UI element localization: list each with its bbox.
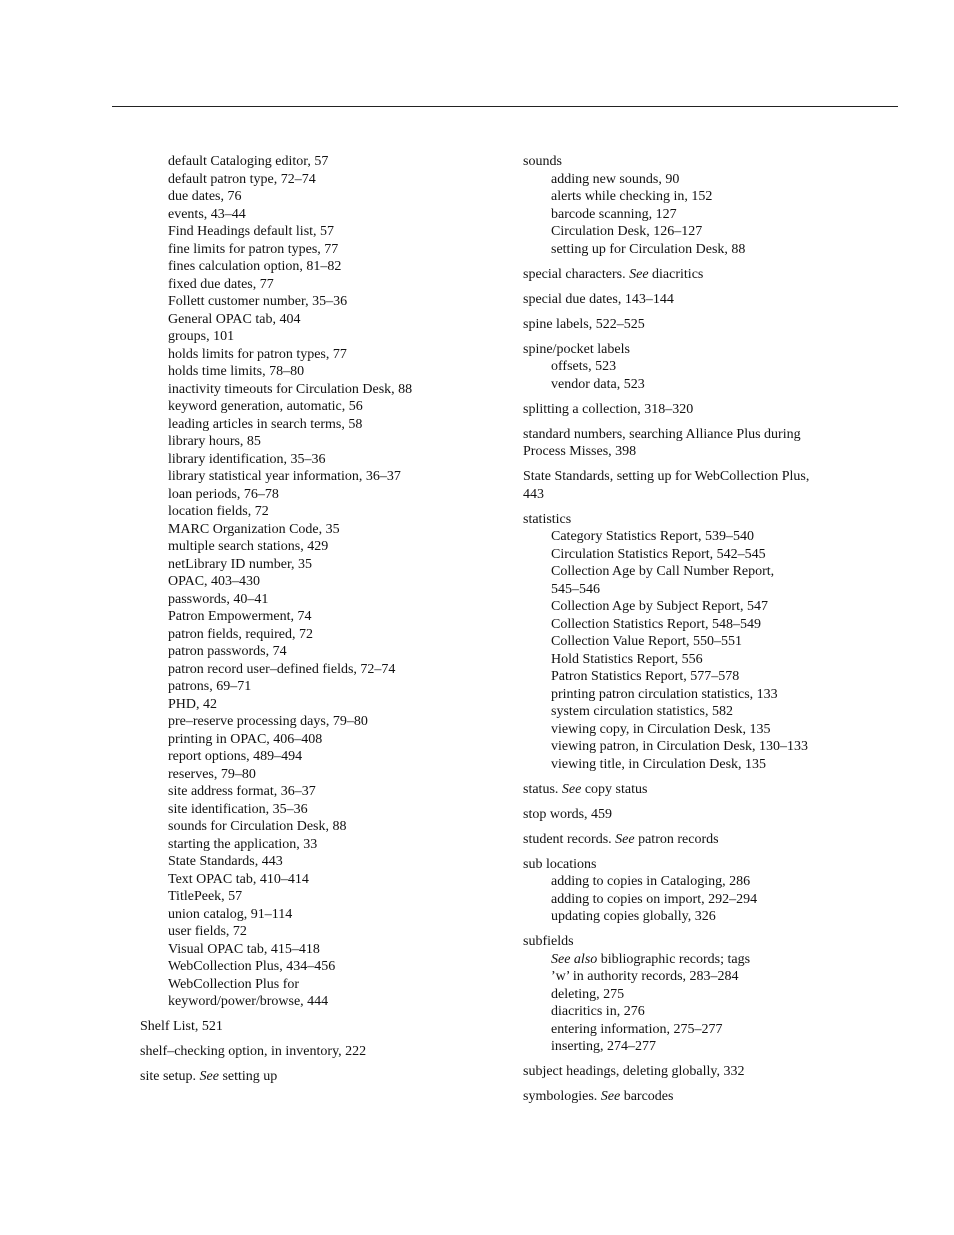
entry-heading: special due dates, 143–144	[523, 291, 674, 307]
index-entry-stop-words	[523, 806, 853, 824]
index-entry-symbologies	[523, 1088, 853, 1106]
subentry: default patron type, 72–74	[168, 171, 316, 187]
subentry: sounds for Circulation Desk, 88	[168, 819, 347, 834]
entry-heading: sounds	[523, 154, 562, 169]
index-entry-status	[523, 781, 853, 799]
index-column-left	[140, 153, 500, 1093]
entry-heading: Shelf List, 521	[140, 1019, 223, 1034]
subentry: due dates, 76	[168, 189, 242, 204]
see-reference-label: See	[561, 781, 582, 797]
subentry: ’w’ in authority records, 283–284	[551, 969, 739, 984]
entry-heading: spine/pocket labels	[523, 341, 630, 357]
index-entry-spine-pocket-labels	[523, 341, 853, 394]
index-entry-standard-numbers	[523, 426, 853, 461]
subentry: patron passwords, 74	[168, 644, 287, 659]
subentry: 545–546	[551, 581, 600, 597]
subentry: fine limits for patron types, 77	[168, 241, 339, 257]
subentry: fines calculation option, 81–82	[168, 259, 342, 274]
subentry: WebCollection Plus for	[168, 976, 300, 992]
subentry: PHD, 42	[168, 696, 218, 712]
subentry: Patron Empowerment, 74	[168, 609, 312, 624]
entry-heading	[523, 266, 853, 284]
see-reference-target: diacritics	[652, 266, 704, 282]
entry-heading-text: special characters.	[523, 266, 626, 282]
subentry: Collection Age by Subject Report, 547	[551, 599, 768, 614]
entry-heading-continued: Process Misses, 398	[523, 444, 637, 459]
index-entry-subject-headings	[523, 1063, 853, 1081]
entry-heading-text: status.	[523, 781, 559, 797]
index-entry-site-setup	[140, 1068, 500, 1086]
subentry: Category Statistics Report, 539–540	[551, 529, 754, 544]
subentry: netLibrary ID number, 35	[168, 556, 313, 572]
subentry: site address format, 36–37	[168, 784, 316, 799]
subentry: Collection Value Report, 550–551	[551, 634, 743, 649]
subentry: MARC Organization Code, 35	[168, 521, 340, 537]
subentry: library statistical year information, 36–37	[168, 469, 401, 484]
entry-heading	[523, 1088, 853, 1106]
subentry: Circulation Statistics Report, 542–545	[551, 546, 766, 562]
subentry: starting the application, 33	[168, 836, 318, 852]
entry-heading: statistics	[523, 511, 572, 527]
subentry: barcode scanning, 127	[551, 206, 677, 222]
index-entry-student-records	[523, 831, 853, 849]
entry-heading: stop words, 459	[523, 806, 613, 822]
subentry: union catalog, 91–114	[168, 906, 293, 922]
subentry: site identification, 35–36	[168, 801, 308, 817]
subentry: fixed due dates, 77	[168, 276, 274, 292]
index-entry-subfields	[523, 933, 853, 1056]
index-entry-sounds	[523, 153, 853, 258]
header-rule	[112, 106, 898, 107]
subentry: alerts while checking in, 152	[551, 189, 713, 204]
see-reference-target: copy status	[584, 781, 648, 797]
subentry: Text OPAC tab, 410–414	[168, 871, 309, 887]
subentry: events, 43–44	[168, 206, 246, 222]
subentry: inserting, 274–277	[551, 1039, 656, 1054]
subentry: loan periods, 76–78	[168, 486, 279, 502]
subentry-list	[523, 873, 853, 926]
see-also-target: bibliographic records; tags	[600, 951, 751, 967]
subentry: State Standards, 443	[168, 854, 283, 869]
subentry: passwords, 40–41	[168, 591, 269, 607]
subentry: printing patron circulation statistics, 133	[551, 686, 778, 702]
subentry: Visual OPAC tab, 415–418	[168, 941, 320, 957]
subentry: Circulation Desk, 126–127	[551, 224, 703, 239]
subentry: keyword/power/browse, 444	[168, 994, 329, 1009]
entry-heading	[523, 831, 853, 849]
subentry: Hold Statistics Report, 556	[551, 651, 703, 667]
entry-heading-text: symbologies.	[523, 1089, 598, 1104]
subentry: groups, 101	[168, 329, 235, 344]
index-entry-special-due-dates	[523, 291, 853, 309]
subentry: keyword generation, automatic, 56	[168, 399, 363, 414]
subentry: diacritics in, 276	[551, 1004, 645, 1019]
entry-heading: standard numbers, searching Alliance Plus during	[523, 426, 801, 442]
index-entry-spine-labels	[523, 316, 853, 334]
subentry: TitlePeek, 57	[168, 889, 243, 904]
subentry: printing in OPAC, 406–408	[168, 731, 323, 747]
subentry: Collection Age by Call Number Report,	[551, 564, 775, 579]
subentry: updating copies globally, 326	[551, 909, 716, 924]
index-entry-shelf-list	[140, 1018, 500, 1036]
subentry: vendor data, 523	[551, 376, 645, 392]
subentry: library identification, 35–36	[168, 451, 326, 467]
subentry: Patron Statistics Report, 577–578	[551, 669, 740, 684]
subentry: adding to copies in Cataloging, 286	[551, 874, 751, 889]
subentry: entering information, 275–277	[551, 1021, 723, 1037]
subentry: offsets, 523	[551, 359, 617, 374]
subentry: report options, 489–494	[168, 749, 303, 764]
entry-heading: spine labels, 522–525	[523, 316, 645, 332]
subentry: reserves, 79–80	[168, 766, 256, 782]
subentry: viewing title, in Circulation Desk, 135	[551, 756, 767, 772]
subentry: user fields, 72	[168, 924, 247, 939]
subentry: Follett customer number, 35–36	[168, 294, 348, 309]
index-entry-special-characters	[523, 266, 853, 284]
subentry: location fields, 72	[168, 504, 269, 519]
subentry: patron fields, required, 72	[168, 626, 314, 642]
see-reference-label: See	[615, 831, 635, 847]
entry-heading-continued: 443	[523, 486, 544, 502]
subentry: patrons, 69–71	[168, 679, 252, 694]
entry-heading-text: student records.	[523, 831, 612, 847]
index-entry-state-standards	[523, 468, 853, 503]
subentry: WebCollection Plus, 434–456	[168, 959, 336, 974]
entry-heading: sub locations	[523, 856, 597, 872]
index-entry-setting-up-continued	[140, 153, 500, 1011]
subentry: OPAC, 403–430	[168, 574, 261, 589]
see-reference-target: setting up	[222, 1069, 278, 1084]
subentry-list	[523, 528, 853, 773]
subentry: system circulation statistics, 582	[551, 704, 733, 719]
entry-heading: subject headings, deleting globally, 332	[523, 1064, 745, 1079]
subentry: viewing patron, in Circulation Desk, 130–133	[551, 739, 809, 754]
subentry: General OPAC tab, 404	[168, 311, 301, 327]
subentry: adding to copies on import, 292–294	[551, 891, 758, 907]
subentry: holds time limits, 78–80	[168, 364, 305, 379]
see-also-label: See also	[551, 951, 598, 967]
subentry: library hours, 85	[168, 434, 261, 449]
subentry-list	[523, 968, 853, 1056]
subentry: leading articles in search terms, 58	[168, 416, 363, 432]
subentry-list	[140, 153, 500, 1011]
entry-heading-text: site setup.	[140, 1069, 196, 1084]
entry-heading	[523, 781, 853, 799]
index-entry-splitting-collection	[523, 401, 853, 419]
subentry: patron record user–defined fields, 72–74	[168, 661, 396, 677]
subentry: Find Headings default list, 57	[168, 224, 335, 239]
subentry: default Cataloging editor, 57	[168, 154, 329, 169]
subentry: holds limits for patron types, 77	[168, 346, 347, 362]
subentry: pre–reserve processing days, 79–80	[168, 714, 368, 729]
see-reference-label: See	[600, 1089, 621, 1104]
subentry-list	[523, 358, 853, 393]
subentry: deleting, 275	[551, 986, 625, 1002]
see-also-subentry	[523, 951, 853, 969]
see-reference-target: barcodes	[623, 1089, 674, 1104]
index-entry-sub-locations	[523, 856, 853, 926]
subentry: multiple search stations, 429	[168, 539, 329, 554]
index-column-right	[523, 153, 853, 1113]
entry-heading: subfields	[523, 934, 574, 949]
see-reference-label: See	[629, 266, 649, 282]
index-entry-statistics	[523, 511, 853, 774]
subentry-list	[523, 171, 853, 259]
see-reference-target: patron records	[638, 831, 719, 847]
entry-heading: splitting a collection, 318–320	[523, 401, 694, 417]
entry-heading: State Standards, setting up for WebCollection Plus,	[523, 469, 810, 484]
entry-heading: shelf–checking option, in inventory, 222	[140, 1044, 367, 1059]
subentry: adding new sounds, 90	[551, 171, 680, 187]
subentry: setting up for Circulation Desk, 88	[551, 241, 746, 257]
entry-heading	[140, 1068, 500, 1086]
subentry: inactivity timeouts for Circulation Desk, 88	[168, 381, 413, 397]
see-reference-label: See	[199, 1069, 219, 1084]
index-entry-shelf-checking	[140, 1043, 500, 1061]
subentry: Collection Statistics Report, 548–549	[551, 616, 761, 632]
subentry: viewing copy, in Circulation Desk, 135	[551, 721, 771, 737]
